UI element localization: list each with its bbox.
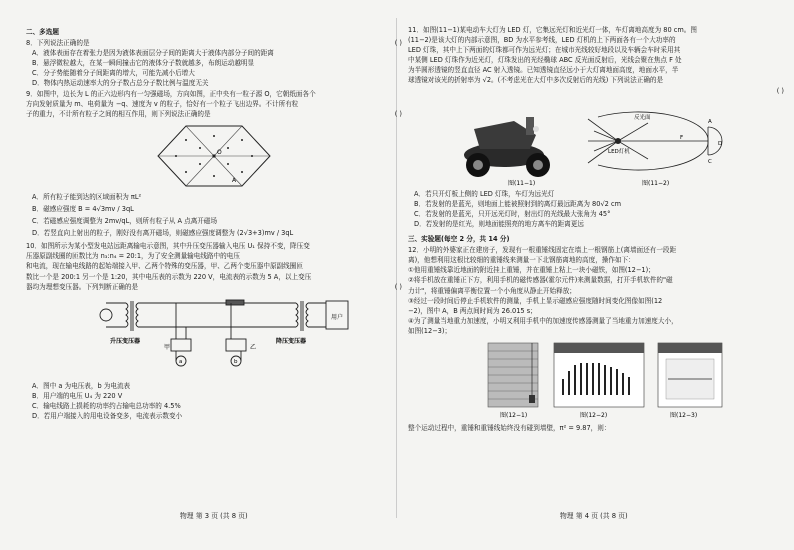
q11-option-c: C．若发射的是蓝光，只开远光灯时，射出灯的光线最大张角为 45° <box>414 209 611 218</box>
q12-stem-line-2: 离)，他想利用这根比较细的重锤线来测量一下北钢筋离地的高度，操作如下： <box>408 256 635 265</box>
q11-stem-line-1: 11．如图(11−1)某电动车大灯为 LED 灯，它集远光灯和近光灯一体，车灯离地高度为 80 cm。图 <box>408 26 697 34</box>
q11-stem-line-3: LED 灯珠，其中上下两面的灯珠都可作为远光灯；在城市光线较好地段以及车辆会车时采用其 <box>408 46 681 55</box>
q9-stem-line-3: 子的重力，不计所有粒子之间的相互作用，则下列说法正确的是 <box>26 109 211 118</box>
q9-hexagon-figure <box>26 122 402 190</box>
q11-option-d: D．若发射的是红光，则地面能照亮的地方离车的距离更远 <box>414 219 584 228</box>
q10-answer-paren: ( ) <box>394 282 402 291</box>
q12-step-2b: 力计"，将重锤偏离平衡位置一个小角度从静止开始释放； <box>408 286 576 295</box>
q11-stem-line-5: 为半圆形透镜的竖直直径 AC 射入透镜。已知透镜直径远小于大灯离地面高度，地面水平，半 <box>408 66 679 75</box>
q12-step-3b: −2)，图中 A，B 两点间时间为 26.015 s； <box>408 306 537 315</box>
q10-label-user: 用户 <box>331 313 344 321</box>
q9-option-c: C．若磁感应强度调整为 2mv/qL，则所有粒子从 A 点离开磁场 <box>32 217 218 226</box>
question-12 <box>408 246 784 433</box>
section-title-multiple-choice: 二、多选题 <box>26 28 59 36</box>
q11-fig2-label-led: LED灯机 <box>608 148 630 155</box>
q11-answer-paren: ( ) <box>776 86 784 95</box>
q10-option-a: A．图中 a 为电压表，b 为电流表 <box>32 381 131 390</box>
q11-fig1-caption: 图(11−1) <box>508 179 536 187</box>
q9-stem-line-1: 9．如图中，边长为 L 的正六边形内有一匀强磁场，方向如图，正中央有一粒子源 O，它朝纸面各个 <box>26 89 316 98</box>
q8-option-d: D．物体内热运动速率大的分子数占总分子数比例与温度无关 <box>32 79 209 88</box>
svg-text:C: C <box>708 158 712 165</box>
q10-stem-line-5: 器均为理想变压器。下列判断正确的是 <box>26 282 139 291</box>
page-3-footer: 物理 第 3 页 (共 8 页) <box>180 512 248 520</box>
q9-option-b: B．磁感应强度 B = 4√3mv / 3qL <box>32 204 134 213</box>
q12-fig3-caption: 图(12−3) <box>670 411 698 419</box>
q9-label-o: O <box>217 148 222 156</box>
q12-fig2-caption: 图(12−2) <box>580 411 608 419</box>
q11-fig2-caption: 图(11−2) <box>642 179 670 187</box>
q8-option-c: C．分子势能随着分子间距离的增大，可能先减小后增大 <box>32 69 195 78</box>
q9-answer-paren: ( ) <box>394 109 402 118</box>
svg-text:F: F <box>680 134 684 141</box>
q12-stem-line-1: 12．小明的外婆家正在建房子，发现有一根重锤线固定在墙上一根钢筋上(离墙面还有一段距 <box>408 246 677 255</box>
q10-option-d: D．若用户端接入的用电设备变多，电流表示数变小 <box>32 411 183 420</box>
q10-label-yi: 乙 <box>250 343 257 351</box>
q11-figures <box>408 99 784 187</box>
q11-option-a: A．若只开灯板上侧的 LED 灯珠，车灯为远光灯 <box>414 189 555 198</box>
section-title-experiments: 三、实验题(每空 2 分，共 14 分) <box>408 235 510 244</box>
q10-option-b: B．用户端的电压 U₄ 为 220 V <box>32 391 123 400</box>
q8-stem: 8．下列说法正确的是 <box>26 39 90 48</box>
svg-text:a: a <box>179 358 183 365</box>
q10-option-c: C．输电线路上损耗的功率约占输电总功率的 4.5% <box>32 401 181 410</box>
question-11 <box>408 26 784 229</box>
question-10 <box>26 242 402 421</box>
svg-text:A: A <box>708 118 712 125</box>
q11-stem-line-6: 球透镜对该光的折射率为 √2。(不考虑光在大灯中多次反射后的光线) 下列说法正确的是 <box>408 76 664 85</box>
magnetometer-screen <box>554 343 644 407</box>
svg-text:D: D <box>718 140 723 147</box>
q10-stem-line-3: 和电流，现在输电线路的起始端接入甲、乙两个特殊的变压器，甲、乙两个变压器中原副线圈匝 <box>26 262 303 271</box>
q11-stem-line-2: (11−2)是该大灯的内部示意图，BD 为水平参考线，LED 灯机的上下两面各有一个大功率的 <box>408 36 676 45</box>
q10-stem-line-1: 10．如图所示为某小型发电站远距离输电示意图，其中升压变压器输入电压 U₁ 保持不变，降压变 <box>26 242 310 251</box>
q12-closing-line: 整个运动过程中，重锤和重锤线始终没有碰到墙壁，π² = 9.87，则： <box>408 423 611 432</box>
q9-label-a: A <box>232 176 237 184</box>
question-9 <box>26 90 402 239</box>
q11-option-b: B．若发射的是蓝光，则地面上能被照射到的离灯最远距离为 80√2 cm <box>414 199 621 208</box>
q10-label-jia: 甲 <box>164 343 171 351</box>
question-8 <box>26 39 402 88</box>
page-4-footer: 物理 第 4 页 (共 8 页) <box>560 512 628 520</box>
q12-step-2a: ②将手机放在重锤正下方，利用手机的磁传感器(霍尔元件)来测量数据，打开手机软件的"磁 <box>408 276 673 285</box>
q11-fig2-label-reflector: 反光面 <box>634 114 651 121</box>
q8-option-b: B．悬浮微粒越大，在某一瞬间撞击它的液体分子数就越多，布朗运动越明显 <box>32 59 255 68</box>
q9-stem-line-2: 方向发射质量为 m、电荷量为 −q、速度为 v 的粒子，恰好有一个粒子飞出边界。不计所有粒 <box>26 99 299 108</box>
scooter-image <box>464 117 550 177</box>
q11-stem-line-4: 中某侧 LED 灯珠作为近光灯，灯珠发出的光经椭球 ABC 反光面反射后，光线会聚在焦点 F 处 <box>408 56 682 65</box>
q12-step-4b: 如图(12−3)； <box>408 326 452 335</box>
q12-figures <box>408 339 784 421</box>
q8-option-a: A．液体表面存在着张力是因为液体表面层分子间的距离大于液体内部分子间的距离 <box>32 49 274 58</box>
q10-transmission-figure <box>26 295 402 379</box>
q8-answer-paren: ( ) <box>394 39 402 48</box>
q9-option-d: D．若竖直向上射出的粒子，刚好没有离开磁场，则磁感应强度调整为 (2√3+3)mv / 3qL <box>32 229 294 238</box>
page-3 <box>26 22 402 522</box>
accelerometer-screen <box>658 343 722 407</box>
q10-label-step-up: 升压变压器 <box>110 337 141 345</box>
q12-fig1-caption: 图(12−1) <box>500 411 528 419</box>
q12-step-3a: ③经过一段时间后停止手机软件的测量，手机上显示磁感应强度随时间变化图像如图(12 <box>408 296 663 305</box>
q10-stem-line-4: 数比一个是 200:1 另一个是 1:20，其中电压表的示数为 220 V，电流表的示数为 5 A，以上变压 <box>26 272 312 281</box>
q12-step-1: ①他用重锤线靠近地面的附近挂上重锤，并在重锤上粘上一块小磁铁，如图(12−1)； <box>408 266 655 275</box>
q10-label-step-down: 降压变压器 <box>276 337 307 345</box>
page-4 <box>408 22 784 522</box>
q9-option-a: A．所有粒子能到达的区域面积为 πL² <box>32 192 142 201</box>
brick-wall-image <box>488 343 538 407</box>
q12-step-4a: ④为了测量当地重力加速度，小明又利用手机中的加速度传感器测量了当地重力加速度大小， <box>408 316 678 325</box>
q10-stem-line-2: 压器原副线圈的匝数比为 n₃:n₄ = 20:1，为了安全测量输电线路中的电压 <box>26 252 240 261</box>
svg-text:b: b <box>234 358 238 365</box>
